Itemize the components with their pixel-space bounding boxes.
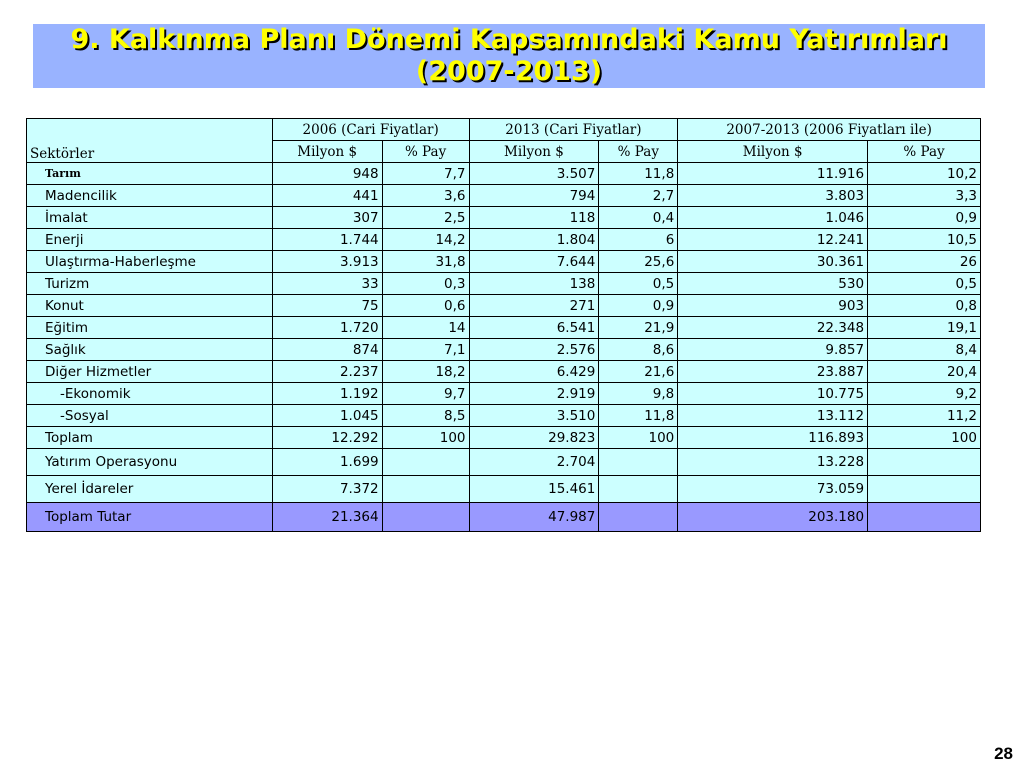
value-cell: 13.112 bbox=[678, 405, 868, 427]
value-cell: 21,6 bbox=[599, 361, 678, 383]
value-cell bbox=[599, 449, 678, 476]
table-row bbox=[27, 251, 981, 273]
value-cell: 0,3 bbox=[382, 273, 469, 295]
sector-label: Eğitim bbox=[27, 317, 273, 339]
value-cell: 21,9 bbox=[599, 317, 678, 339]
value-cell: 100 bbox=[599, 427, 678, 449]
sector-label: Diğer Hizmetler bbox=[27, 361, 273, 383]
value-cell: 12.241 bbox=[678, 229, 868, 251]
sector-label: İmalat bbox=[27, 207, 273, 229]
sector-label: Madencilik bbox=[27, 185, 273, 207]
value-cell: 1.804 bbox=[469, 229, 599, 251]
investment-table bbox=[26, 118, 981, 532]
value-cell: 6 bbox=[599, 229, 678, 251]
value-cell: 23.887 bbox=[678, 361, 868, 383]
value-cell: 26 bbox=[868, 251, 981, 273]
value-cell: 6.541 bbox=[469, 317, 599, 339]
value-cell: 10,5 bbox=[868, 229, 981, 251]
value-cell: 12.292 bbox=[272, 427, 382, 449]
value-cell: 3.507 bbox=[469, 163, 599, 185]
value-cell: 307 bbox=[272, 207, 382, 229]
value-cell: 7,7 bbox=[382, 163, 469, 185]
value-cell: 15.461 bbox=[469, 476, 599, 503]
sector-label: Enerji bbox=[27, 229, 273, 251]
value-cell: 1.046 bbox=[678, 207, 868, 229]
sector-label: Tarım bbox=[27, 163, 273, 185]
value-cell: 19,1 bbox=[868, 317, 981, 339]
value-cell bbox=[599, 476, 678, 503]
sector-label: -Sosyal bbox=[27, 405, 273, 427]
sector-label: Toplam bbox=[27, 427, 273, 449]
value-cell: 73.059 bbox=[678, 476, 868, 503]
value-cell: 9,2 bbox=[868, 383, 981, 405]
value-cell: 2,5 bbox=[382, 207, 469, 229]
value-cell: 10.775 bbox=[678, 383, 868, 405]
sub-header-pay: % Pay bbox=[868, 141, 981, 163]
table-row bbox=[27, 207, 981, 229]
value-cell: 3.803 bbox=[678, 185, 868, 207]
value-cell: 1.744 bbox=[272, 229, 382, 251]
value-cell: 33 bbox=[272, 273, 382, 295]
value-cell: 2.576 bbox=[469, 339, 599, 361]
value-cell: 0,5 bbox=[599, 273, 678, 295]
value-cell: 0,5 bbox=[868, 273, 981, 295]
value-cell: 11.916 bbox=[678, 163, 868, 185]
table-row bbox=[27, 503, 981, 532]
sector-label: Yatırım Operasyonu bbox=[27, 449, 273, 476]
value-cell: 948 bbox=[272, 163, 382, 185]
value-cell: 1.699 bbox=[272, 449, 382, 476]
value-cell: 116.893 bbox=[678, 427, 868, 449]
value-cell: 100 bbox=[868, 427, 981, 449]
value-cell: 0,6 bbox=[382, 295, 469, 317]
group-header-2007-2013: 2007-2013 (2006 Fiyatları ile) bbox=[678, 119, 981, 141]
value-cell: 530 bbox=[678, 273, 868, 295]
sub-header-pay: % Pay bbox=[599, 141, 678, 163]
group-header-2006: 2006 (Cari Fiyatlar) bbox=[272, 119, 469, 141]
value-cell: 874 bbox=[272, 339, 382, 361]
sector-column-header: Sektörler bbox=[27, 119, 273, 163]
value-cell: 9,8 bbox=[599, 383, 678, 405]
value-cell: 14 bbox=[382, 317, 469, 339]
slide-title-line-2: (2007-2013) bbox=[415, 56, 603, 87]
value-cell bbox=[382, 503, 469, 532]
value-cell: 14,2 bbox=[382, 229, 469, 251]
value-cell: 9,7 bbox=[382, 383, 469, 405]
value-cell bbox=[868, 503, 981, 532]
value-cell: 8,4 bbox=[868, 339, 981, 361]
value-cell: 7.644 bbox=[469, 251, 599, 273]
value-cell: 47.987 bbox=[469, 503, 599, 532]
value-cell: 29.823 bbox=[469, 427, 599, 449]
page-number: 28 bbox=[994, 744, 1013, 763]
value-cell: 441 bbox=[272, 185, 382, 207]
value-cell bbox=[382, 476, 469, 503]
value-cell: 11,8 bbox=[599, 163, 678, 185]
sub-header-pay: % Pay bbox=[382, 141, 469, 163]
value-cell: 203.180 bbox=[678, 503, 868, 532]
value-cell: 271 bbox=[469, 295, 599, 317]
value-cell: 3.913 bbox=[272, 251, 382, 273]
value-cell: 10,2 bbox=[868, 163, 981, 185]
sector-label: Sağlık bbox=[27, 339, 273, 361]
sector-label: Yerel İdareler bbox=[27, 476, 273, 503]
sector-label: -Ekonomik bbox=[27, 383, 273, 405]
sector-label: Toplam Tutar bbox=[27, 503, 273, 532]
table-row bbox=[27, 476, 981, 503]
value-cell: 8,5 bbox=[382, 405, 469, 427]
table-row bbox=[27, 449, 981, 476]
value-cell: 2,7 bbox=[599, 185, 678, 207]
value-cell: 0,4 bbox=[599, 207, 678, 229]
value-cell: 75 bbox=[272, 295, 382, 317]
value-cell: 31,8 bbox=[382, 251, 469, 273]
table-row bbox=[27, 427, 981, 449]
value-cell: 100 bbox=[382, 427, 469, 449]
value-cell: 13.228 bbox=[678, 449, 868, 476]
value-cell: 1.192 bbox=[272, 383, 382, 405]
table-row bbox=[27, 383, 981, 405]
value-cell: 0,9 bbox=[599, 295, 678, 317]
sector-label: Turizm bbox=[27, 273, 273, 295]
value-cell: 2.237 bbox=[272, 361, 382, 383]
table-row bbox=[27, 339, 981, 361]
table-row bbox=[27, 273, 981, 295]
table-row bbox=[27, 317, 981, 339]
table-row bbox=[27, 405, 981, 427]
sector-label: Ulaştırma-Haberleşme bbox=[27, 251, 273, 273]
value-cell: 11,8 bbox=[599, 405, 678, 427]
sub-header-milyon: Milyon $ bbox=[469, 141, 599, 163]
value-cell: 9.857 bbox=[678, 339, 868, 361]
value-cell: 22.348 bbox=[678, 317, 868, 339]
value-cell: 3,3 bbox=[868, 185, 981, 207]
value-cell: 20,4 bbox=[868, 361, 981, 383]
value-cell: 8,6 bbox=[599, 339, 678, 361]
value-cell: 25,6 bbox=[599, 251, 678, 273]
value-cell: 903 bbox=[678, 295, 868, 317]
group-header-2013: 2013 (Cari Fiyatlar) bbox=[469, 119, 678, 141]
value-cell bbox=[868, 476, 981, 503]
sub-header-milyon: Milyon $ bbox=[272, 141, 382, 163]
value-cell: 0,8 bbox=[868, 295, 981, 317]
value-cell: 3.510 bbox=[469, 405, 599, 427]
value-cell bbox=[868, 449, 981, 476]
table-row bbox=[27, 229, 981, 251]
table-row bbox=[27, 185, 981, 207]
slide-title-line-1: 9. Kalkınma Planı Dönemi Kapsamındaki Kamu Yatırımları bbox=[70, 24, 948, 55]
value-cell bbox=[599, 503, 678, 532]
value-cell: 18,2 bbox=[382, 361, 469, 383]
value-cell: 3,6 bbox=[382, 185, 469, 207]
value-cell: 6.429 bbox=[469, 361, 599, 383]
value-cell: 1.045 bbox=[272, 405, 382, 427]
value-cell bbox=[382, 449, 469, 476]
value-cell: 1.720 bbox=[272, 317, 382, 339]
value-cell: 21.364 bbox=[272, 503, 382, 532]
value-cell: 7.372 bbox=[272, 476, 382, 503]
table-row bbox=[27, 163, 981, 185]
value-cell: 794 bbox=[469, 185, 599, 207]
sector-label: Konut bbox=[27, 295, 273, 317]
sub-header-milyon: Milyon $ bbox=[678, 141, 868, 163]
value-cell: 7,1 bbox=[382, 339, 469, 361]
value-cell: 0,9 bbox=[868, 207, 981, 229]
value-cell: 138 bbox=[469, 273, 599, 295]
value-cell: 11,2 bbox=[868, 405, 981, 427]
table-row bbox=[27, 295, 981, 317]
slide-title-box bbox=[33, 24, 985, 88]
value-cell: 2.704 bbox=[469, 449, 599, 476]
table-row bbox=[27, 361, 981, 383]
value-cell: 30.361 bbox=[678, 251, 868, 273]
value-cell: 118 bbox=[469, 207, 599, 229]
value-cell: 2.919 bbox=[469, 383, 599, 405]
